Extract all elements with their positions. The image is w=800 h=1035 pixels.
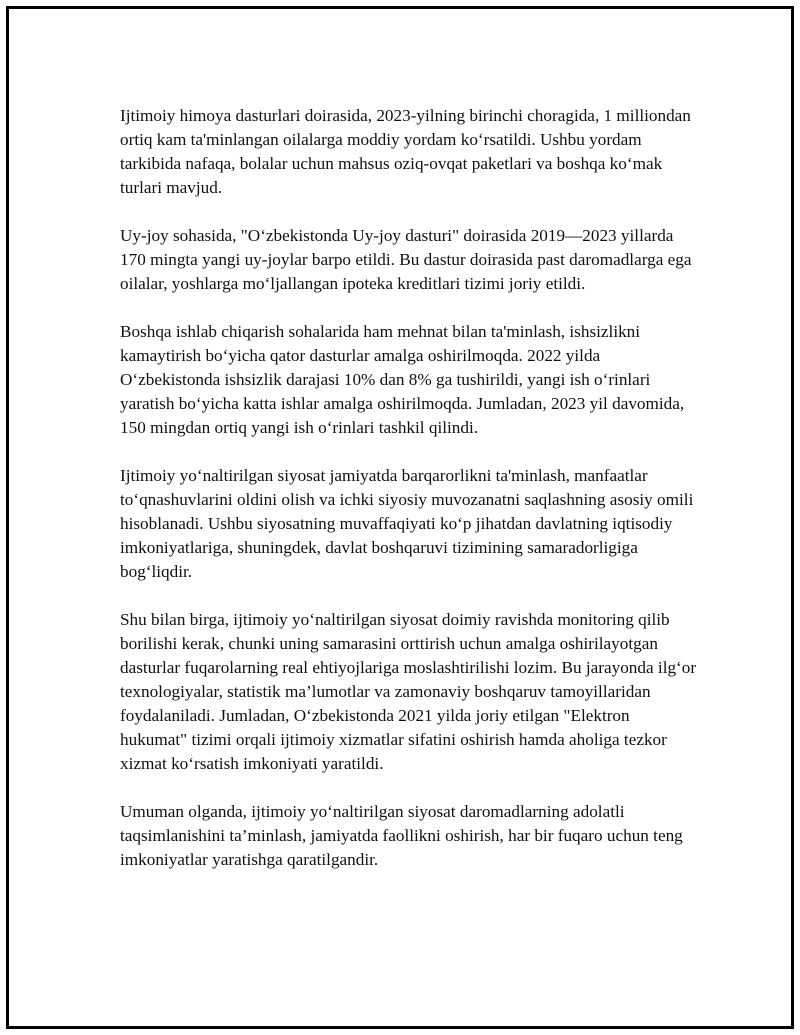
page-frame [6,6,794,1029]
paragraph-housing: Uy-joy sohasida, "O‘zbekistonda Uy-joy dasturi" doirasida 2019—2023 yillarda 170 mingta yangi uy-joylar barpo etildi. Bu dastur doirasida past daromadlarga ega oilalar, yoshlarga mo‘ljallangan ipoteka kreditlari tizimi joriy etildi. [120,226,692,293]
paragraph-conclusion: Umuman olganda, ijtimoiy yo‘naltirilgan siyosat daromadlarning adolatli taqsimlanishini ta’minlash, jamiyatda faollikni oshirish, har bir fuqaro uchun teng imkoniyatlar yaratishga qaratilgandir. [120,802,683,869]
document-body [120,104,700,872]
paragraph-social-protection: Ijtimoiy himoya dasturlari doirasida, 2023-yilning birinchi choragida, 1 milliondan ortiq kam ta'minlangan oilalarga moddiy yordam ko‘rsatildi. Ushbu yordam tarkibida nafaqa, bolalar uchun mahsus oziq-ovqat paketlari va boshqa ko‘mak turlari mavjud. [120,106,691,197]
paragraph-employment: Boshqa ishlab chiqarish sohalarida ham mehnat bilan ta'minlash, ishsizlikni kamaytirish bo‘yicha qator dasturlar amalga oshirilmoqda. 2022 yilda O‘zbekistonda ishsizlik darajasi 10% dan 8% ga tushirildi, yangi ish o‘rinlari yaratish bo‘yicha katta ishlar amalga oshirilmoqda. Jumladan, 2023 yil davomida, 150 mingdan ortiq yangi ish o‘rinlari tashkil qilindi. [120,322,685,437]
paragraph-social-policy-stability: Ijtimoiy yo‘naltirilgan siyosat jamiyatda barqarorlikni ta'minlash, manfaatlar to‘qnashuvlarini oldini olish va ichki siyosiy muvozanatni saqlashning asosiy omili hisoblanadi. Ushbu siyosatning muvaffaqiyati ko‘p jihatdan davlatning iqtisodiy imkoniyatlariga, shuningdek, davlat boshqaruvi tizimining samaradorligiga bog‘liqdir. [120,466,694,581]
paragraph-monitoring: Shu bilan birga, ijtimoiy yo‘naltirilgan siyosat doimiy ravishda monitoring qilib borilishi kerak, chunki uning samarasini orttirish uchun amalga oshirilayotgan dasturlar fuqarolarning real ehtiyojlariga moslashtirilishi lozim. Bu jarayonda ilg‘or texnologiyalar, statistik ma’lumotlar va zamonaviy boshqaruv tamoyillaridan foydalaniladi. Jumladan, O‘zbekistonda 2021 yilda joriy etilgan "Elektron hukumat" tizimi orqali ijtimoiy xizmatlar sifatini oshirish hamda aholiga tezkor xizmat ko‘rsatish imkoniyati yaratildi. [120,610,697,773]
